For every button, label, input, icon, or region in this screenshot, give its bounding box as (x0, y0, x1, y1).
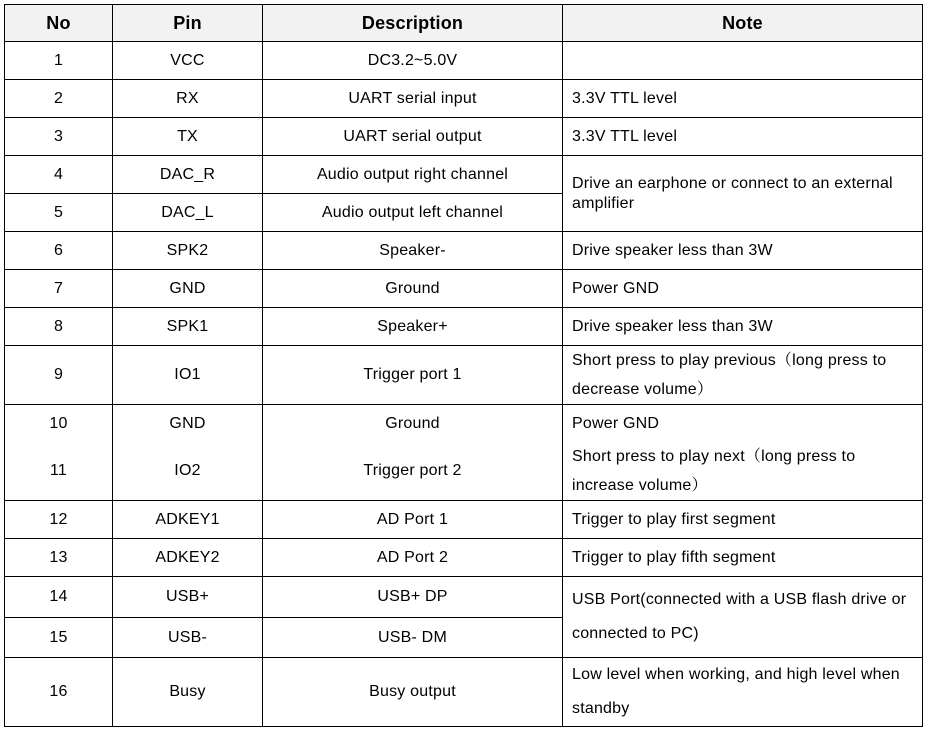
cell-note: Drive speaker less than 3W (563, 232, 923, 270)
header-note: Note (563, 5, 923, 42)
cell-description: Speaker+ (263, 308, 563, 346)
cell-no: 6 (5, 232, 113, 270)
table-row (5, 118, 923, 156)
cell-description: AD Port 1 (263, 501, 563, 539)
cell-description: Trigger port 1 (263, 346, 563, 405)
cell-no: 13 (5, 539, 113, 577)
cell-no: 12 (5, 501, 113, 539)
table-row (5, 658, 923, 727)
table-row (5, 42, 923, 80)
cell-description: UART serial output (263, 118, 563, 156)
cell-pin: IO2 (113, 442, 263, 501)
table-row (5, 442, 923, 501)
cell-note-merged: USB Port(connected with a USB flash drive or connected to PC) (563, 577, 923, 658)
cell-description: Ground (263, 405, 563, 443)
cell-note: Short press to play previous（long press to decrease volume） (563, 346, 923, 405)
cell-description: USB- DM (263, 618, 563, 658)
table-row (5, 577, 923, 618)
cell-no: 14 (5, 577, 113, 618)
pin-table (4, 4, 923, 727)
cell-pin: ADKEY2 (113, 539, 263, 577)
cell-note: Drive speaker less than 3W (563, 308, 923, 346)
cell-no: 3 (5, 118, 113, 156)
table-row (5, 156, 923, 194)
cell-note: Power GND (563, 270, 923, 308)
table-row (5, 232, 923, 270)
cell-note: Trigger to play fifth segment (563, 539, 923, 577)
cell-no: 8 (5, 308, 113, 346)
table-row (5, 80, 923, 118)
cell-pin: DAC_R (113, 156, 263, 194)
cell-pin: Busy (113, 658, 263, 727)
cell-no: 1 (5, 42, 113, 80)
cell-no: 5 (5, 194, 113, 232)
cell-note: Trigger to play first segment (563, 501, 923, 539)
cell-no: 10 (5, 405, 113, 443)
cell-description: Audio output left channel (263, 194, 563, 232)
cell-no: 4 (5, 156, 113, 194)
header-no: No (5, 5, 113, 42)
cell-pin: USB+ (113, 577, 263, 618)
cell-pin: USB- (113, 618, 263, 658)
cell-no: 7 (5, 270, 113, 308)
cell-pin: DAC_L (113, 194, 263, 232)
cell-no: 15 (5, 618, 113, 658)
cell-description: DC3.2~5.0V (263, 42, 563, 80)
table-row (5, 308, 923, 346)
cell-description: UART serial input (263, 80, 563, 118)
cell-pin: SPK2 (113, 232, 263, 270)
table-row (5, 539, 923, 577)
cell-description: USB+ DP (263, 577, 563, 618)
cell-description: AD Port 2 (263, 539, 563, 577)
table-row (5, 501, 923, 539)
cell-note (563, 42, 923, 80)
cell-description: Trigger port 2 (263, 442, 563, 501)
cell-note: Low level when working, and high level when standby (563, 658, 923, 727)
cell-pin: GND (113, 405, 263, 443)
cell-note: 3.3V TTL level (563, 118, 923, 156)
cell-note-merged: Drive an earphone or connect to an external amplifier (563, 156, 923, 232)
cell-no: 9 (5, 346, 113, 405)
cell-note: Power GND (563, 405, 923, 443)
cell-pin: IO1 (113, 346, 263, 405)
cell-pin: SPK1 (113, 308, 263, 346)
cell-note: Short press to play next（long press to increase volume） (563, 442, 923, 501)
header-row (5, 5, 923, 42)
table-row (5, 270, 923, 308)
cell-pin: VCC (113, 42, 263, 80)
cell-description: Busy output (263, 658, 563, 727)
cell-description: Ground (263, 270, 563, 308)
cell-no: 11 (5, 442, 113, 501)
cell-no: 16 (5, 658, 113, 727)
cell-description: Audio output right channel (263, 156, 563, 194)
cell-no: 2 (5, 80, 113, 118)
cell-pin: TX (113, 118, 263, 156)
cell-pin: ADKEY1 (113, 501, 263, 539)
cell-description: Speaker- (263, 232, 563, 270)
header-description: Description (263, 5, 563, 42)
table-row (5, 346, 923, 405)
cell-pin: RX (113, 80, 263, 118)
cell-note: 3.3V TTL level (563, 80, 923, 118)
cell-pin: GND (113, 270, 263, 308)
table-row (5, 405, 923, 443)
header-pin: Pin (113, 5, 263, 42)
